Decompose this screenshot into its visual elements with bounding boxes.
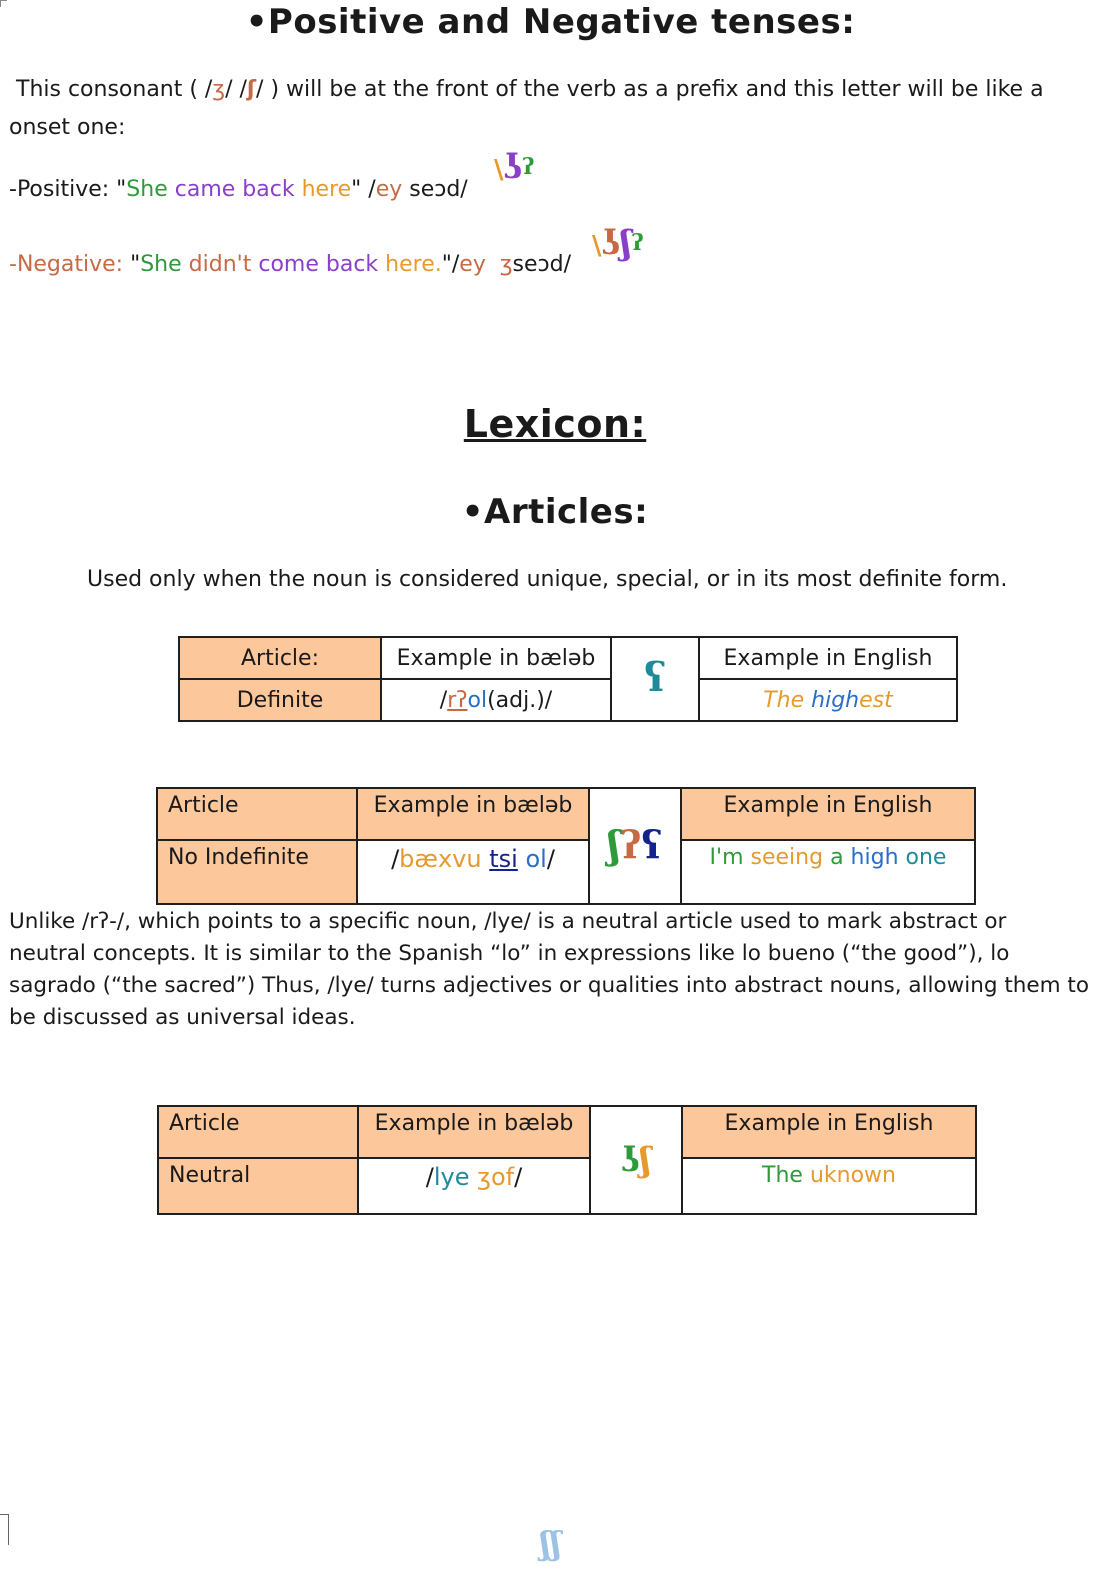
glyph-stroke-1: ʖ <box>621 1140 640 1180</box>
ex-slash: / <box>391 845 400 873</box>
en-seeing: seeing <box>750 845 824 870</box>
negative-example <box>9 249 571 281</box>
table1-row-label: Definite <box>179 679 381 721</box>
negative-word-she: She <box>140 252 182 277</box>
table3-row-label: Neutral <box>158 1158 358 1214</box>
glyph-stroke-d: ʔ <box>631 230 644 256</box>
neutral-script-glyph <box>621 1140 651 1180</box>
positive-word-back: back <box>242 177 295 202</box>
positive-word-she: She <box>126 177 168 202</box>
table1-english <box>699 679 957 721</box>
negative-ipa-z: ʒ <box>485 252 513 277</box>
table3-header-article: Article <box>158 1106 358 1158</box>
positive-ipa-slash: / <box>361 177 376 202</box>
negative-script-glyph <box>592 223 644 263</box>
en-the: The <box>762 1163 810 1188</box>
glyph-stroke-1: ʃ <box>607 822 621 867</box>
intro-line-1 <box>16 74 1044 106</box>
table3-example <box>358 1158 590 1214</box>
ex-post: (adj.)/ <box>487 687 553 713</box>
positive-example <box>9 174 468 206</box>
ex-tsi: tsi <box>489 845 518 873</box>
articles-description: Used only when the noun is considered unique, special, or in its most definite form. <box>87 567 1008 592</box>
intro-glyph-icon: ʃ <box>246 77 257 102</box>
table2-glyph-cell <box>589 788 681 904</box>
positive-ipa-rest: seɔd/ <box>402 177 468 202</box>
glyph-stroke-a: \ <box>592 231 602 261</box>
positive-quote-close: " <box>351 177 362 202</box>
intro-consonant: ʒ <box>212 77 226 102</box>
table2-header-english: Example in English <box>681 788 975 840</box>
glyph-stroke-3: ʕ <box>641 822 663 867</box>
glyph-stroke-c: ʃ <box>620 223 632 263</box>
positive-script-glyph <box>494 147 535 187</box>
table3-glyph-cell <box>590 1106 682 1214</box>
negative-word-here: here. <box>385 252 442 277</box>
en-est: est <box>859 687 893 713</box>
intro-mid: / / <box>225 77 247 102</box>
articles-title: •Articles: <box>461 492 649 532</box>
footer-script-glyph: ʃʃ <box>540 1524 562 1562</box>
glyph-stroke-2: ʃ <box>639 1140 651 1180</box>
negative-label: -Negative: <box>9 252 124 277</box>
negative-word-back: back <box>325 252 379 277</box>
definite-article-table <box>178 636 958 722</box>
table3-header-english: Example in English <box>682 1106 976 1158</box>
page-corner-mark-top <box>0 0 7 7</box>
intro-pre: This consonant ( / <box>16 77 213 102</box>
lexicon-title: Lexicon: <box>463 402 647 446</box>
ex-post: / <box>514 1163 523 1191</box>
en-the: The <box>763 687 812 713</box>
en-high: high <box>850 845 899 870</box>
table2-header-article: Article <box>157 788 357 840</box>
ex-zof: ʒof <box>469 1163 515 1191</box>
en-one: one <box>898 845 947 870</box>
negative-quote-open: " <box>123 252 141 277</box>
positive-ipa-ey: ey <box>375 177 403 202</box>
ex-baexvu: bæxvu <box>399 845 482 873</box>
neutral-article-table <box>157 1105 977 1215</box>
ex-ol: ol <box>467 687 488 713</box>
en-im: I'm <box>709 845 751 870</box>
table1-header-article: Article: <box>179 637 381 679</box>
ex-post: / <box>546 845 555 873</box>
negative-word-didnt: didn't <box>188 252 252 277</box>
glyph-stroke-b: ʖ <box>601 223 621 263</box>
ex-lye: lye <box>433 1163 470 1191</box>
ex-ol: ol <box>517 845 547 873</box>
positive-word-came: came <box>174 177 236 202</box>
table2-header-example: Example in bæləb <box>357 788 589 840</box>
table3-header-example: Example in bæləb <box>358 1106 590 1158</box>
table2-row-label: No Indefinite <box>157 840 357 904</box>
en-unknown: uknown <box>809 1163 896 1188</box>
table3-english <box>682 1158 976 1214</box>
positive-word-here: here <box>301 177 352 202</box>
table2-example <box>357 840 589 904</box>
en-high: high <box>811 687 860 713</box>
glyph-stroke-2: ʔ <box>620 822 642 867</box>
table1-glyph-cell <box>611 637 699 721</box>
page-corner-mark-bottom <box>0 1514 9 1545</box>
ex-slash: / <box>439 687 448 713</box>
ex-slash: / <box>425 1163 434 1191</box>
definite-script-glyph: ʕ <box>643 654 667 701</box>
ex-r: rʔ <box>447 687 468 713</box>
en-a: a <box>823 845 851 870</box>
negative-ipa-ey: ey <box>459 252 486 277</box>
indefinite-article-table <box>156 787 976 905</box>
neutral-article-paragraph: Unlike /rʔ-/, which points to a specific noun, /lye/ is a neutral article used to mark abstract or neutral concepts. It is similar to the Spanish “lo” in expressions like lo bueno (“the good”), lo sagrado (“the sacred”) Thus, /lye/ turns adjectives or qualities into abstract nouns, allowing them to be discussed as universal ideas. <box>9 909 1089 1030</box>
intro-post: / ) will be at the front of the verb as a prefix and this letter will be like a <box>256 77 1044 102</box>
table1-header-example: Example in bæləb <box>381 637 611 679</box>
table1-header-english: Example in English <box>699 637 957 679</box>
negative-quote-close: "/ <box>441 252 460 277</box>
table1-example <box>381 679 611 721</box>
positive-quote-open: " <box>109 177 127 202</box>
indefinite-script-glyph <box>608 822 662 867</box>
intro-line-2: onset one: <box>9 115 126 140</box>
glyph-stroke-b: ʖ <box>503 147 523 187</box>
positive-label: -Positive: <box>9 177 110 202</box>
glyph-stroke-a: \ <box>494 155 504 185</box>
glyph-stroke-c: ʔ <box>522 154 535 180</box>
section-heading-tenses: •Positive and Negative tenses: <box>245 2 856 42</box>
negative-ipa-rest: seɔd/ <box>512 252 572 277</box>
negative-word-come: come <box>258 252 319 277</box>
table2-english <box>681 840 975 904</box>
